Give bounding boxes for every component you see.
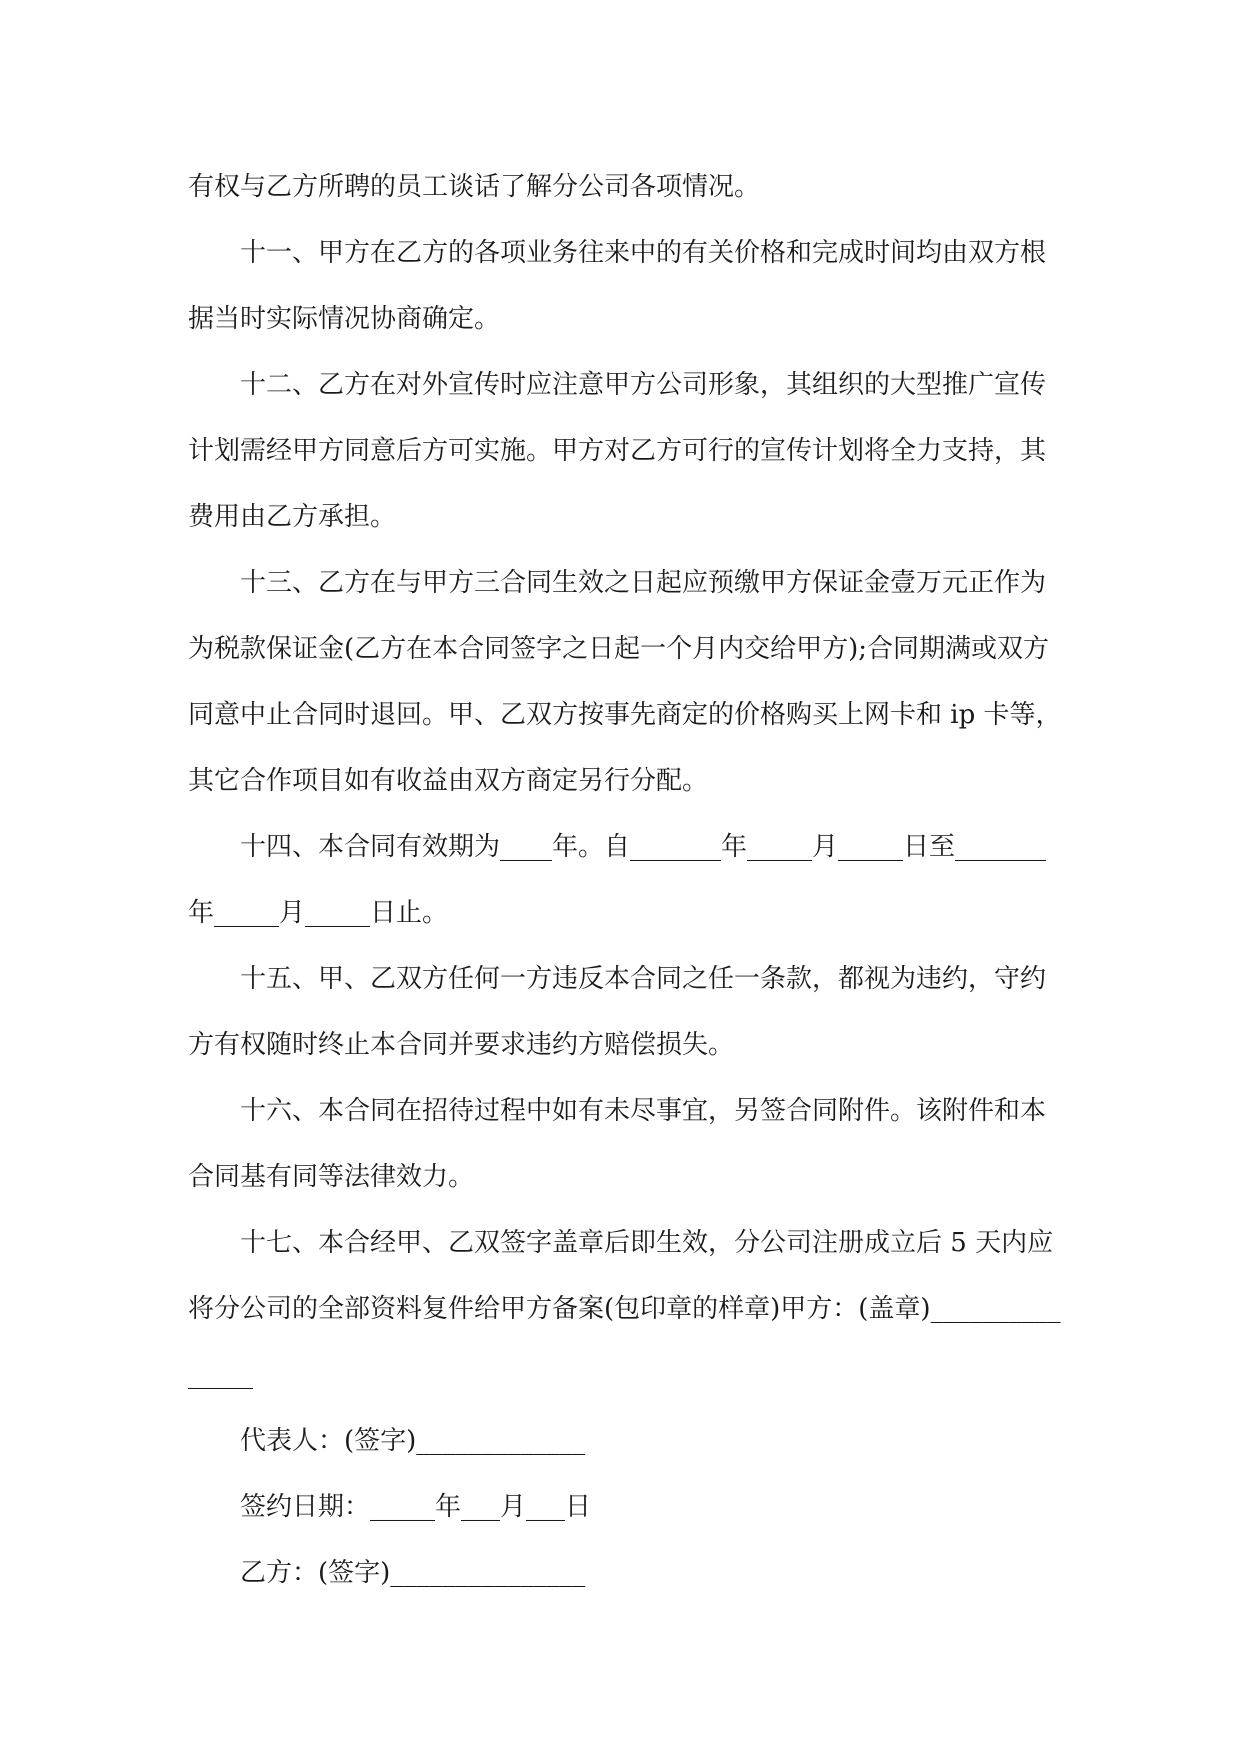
paragraph-continuation: 有权与乙方所聘的员工谈话了解分公司各项情况。: [188, 172, 761, 202]
clause-11: 十一、甲方在乙方的各项业务往来中的有关价格和完成时间均由双方根据当时实际情况协商确定。: [188, 238, 1047, 334]
clause-12: 十二、乙方在对外宣传时应注意甲方公司形象，其组织的大型推广宣传计划需经甲方同意后方可实施。甲方对乙方可行的宣传计划将全力支持，其费用由乙方承担。: [188, 370, 1047, 532]
party-b-signature-line: 乙方：(签字)_______________: [240, 1558, 586, 1588]
clause-14: 十四、本合同有效期为____年。自_______年_____月_____日至_______年_____月_____日止。: [188, 832, 1047, 928]
signing-date-line: 签约日期：_____年___月___日: [240, 1492, 592, 1522]
clause-13: 十三、乙方在与甲方三合同生效之日起应预缴甲方保证金壹万元正作为为税款保证金(乙方在本合同签字之日起一个月内交给甲方);合同期满或双方同意中止合同时退回。甲、乙双方按事先商定的价格购买上网卡和 ip 卡等，其它合作项目如有收益由双方商定另行分配。: [188, 568, 1062, 796]
clause-15: 十五、甲、乙双方任何一方违反本合同之任一条款，都视为违约，守约方有权随时终止本合同并要求违约方赔偿损失。: [188, 964, 1047, 1060]
representative-signature-line: 代表人：(签字)_____________: [240, 1426, 586, 1456]
clause-16: 十六、本合同在招待过程中如有未尽事宜，另签合同附件。该附件和本合同基有同等法律效力。: [188, 1096, 1047, 1192]
contract-body: [188, 154, 1068, 1606]
clause-17: 十七、本合经甲、乙双签字盖章后即生效，分公司注册成立后 5 天内应将分公司的全部资料复件给甲方备案(包印章的样章)甲方：(盖章)_______________: [188, 1228, 1061, 1390]
